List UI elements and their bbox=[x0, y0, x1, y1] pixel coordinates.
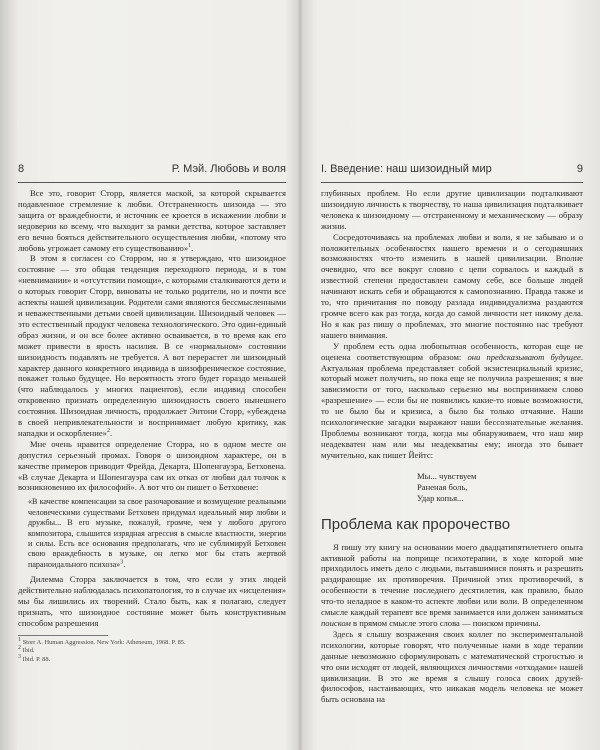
paragraph: Дилемма Сторра заключается в том, что если у этих людей действительно наблюдалась психопатология, то в случае их «исцеления» мы бы лишились их творений. Стало быть, как я полагаю, следует признать, что шизоидное состояние может быть конструктивным способом разрешения bbox=[18, 574, 286, 628]
paragraph: Все это, говорит Сторр, является маской, за которой скрывается подавленное стремление к любви. Отстраненность шизоида — это защита от враждебности, и источник ее кроется в искажении любви и недоверии ко всему, что выходит за рамки детства, которое заставляет его вечно бояться действительного осуществления любви, «потому что любовь угрожает самому его существованию»$^1$. bbox=[18, 188, 286, 253]
emphasis: они предсказывают будущее bbox=[467, 351, 581, 362]
left-page-body bbox=[18, 188, 286, 664]
paragraph: У проблем есть одна любопытная особенность, которая еще не оценена соответствующим образом: они предсказывают будущее. Актуальная проблема представляет собой экзистенциальный кризис, который может получить, но пока еще не получила разрешения; я вне зависимости от того, насколько серьезно мы воспринимаем слово «разрешение» — если бы не появились какие-то новые возможности, то не было бы и кризиса, а было бы только отчаяние. Наши психологические загадки выражают наши бессознательные желания. Проблемы возникают тогда, когда мы обнаруживаем, что наш мир неадекватен нам или мы неадекватны ему; иногда это бывает мучительно, как пишет Йейтс: bbox=[321, 340, 583, 460]
running-head-right: I. Введение: наш шизоидный мир bbox=[321, 163, 492, 175]
paragraph: глубинных проблем. Но если другие цивилизации подталкивают шизоидную личность к творчеству, то наша цивилизация подталкивает человека к шизоидному — отстраненному и механическому — образу жизни. bbox=[321, 188, 583, 231]
emphasis: поиском bbox=[321, 618, 351, 628]
running-head-left: Р. Мэй. Любовь и воля bbox=[171, 163, 286, 175]
poem-line: Удар копья... bbox=[417, 492, 464, 503]
page-number-left: 8 bbox=[18, 163, 25, 175]
paragraph: Я пишу эту книгу на основании моего двадцатипятилетнего опыта активной работы на поприще психотерапии, в ходе которой мне приходилось иметь дело с людьми, пытавшимися понять и разрешить раздирающие их противоречия. Причиной этих противоречий, в особенности в течение последнего десятилетия, как правило, было что-то неладное в каком-то аспекте любви или воли. В определенном смысле каждый терапевт все время занимается или должен заниматься поиском в прямом смысле этого слова — поиском причины. bbox=[321, 541, 583, 628]
paragraph: В этом я согласен со Сторром, но я утверждаю, что шизоидное состояние — это общая тенденция переходного периода, и в том «невнимании» и «отсутствии помощи», с которыми сталкиваются дети и о которых говорит Сторр, виноваты не только родители, но и почти все аспекты нашей цивилизации. Родители сами являются бессмысленными и неважественными детьми своей цивилизации. Шизоидный человек — это естественный продукт человека технологического. Это один-единый образ жизни, и он все более активно осваивается, в то время как его может привести в ярость насилия. В се «нормальном» состоянии шизоидность подавлять не требуется. А вот перерастет ли шизоидный характер данного конкретного индивида в шизофреническое состояние, покажет только будущее. Но вероятность этого будет гораздо меньшей (что наблюдалось у многих пациентов), если индивид способен откровенно признать определенную шизоидность своего нынешнего состояния. Шизоидная личность, продолжает Энтони Сторр, «убеждена в своей непривлекательности и воспринимает любую критику, как нападки и оскорбление»$^2$. bbox=[18, 253, 286, 438]
paragraph: Мне очень нравится определение Сторра, но в одном месте он допустил серьезный промах. Говоря о шизоидном характере, он в качестве примеров приводит Фрейда, Декарта, Шопенгауэра, Бетховена. «В случае Декарта и Шопенгауэра сам их отказ от любви дал толчок к возникновению их философий». А вот что он пишет о Бетховене: bbox=[18, 438, 286, 493]
footnote: 1 Storr A. Human Aggression. New York: Atheneum, 1968. P. 85. bbox=[18, 636, 186, 646]
page-number-right: 9 bbox=[576, 163, 583, 175]
footnote-ref: 2 bbox=[106, 428, 110, 435]
section-title: Проблема как пророчество bbox=[321, 515, 511, 533]
footnote: 3 Ibid. P. 88. bbox=[18, 653, 51, 663]
paragraph: Сосредоточиваясь на проблемах любви и воли, я не забываю и о положительных особенностях нашего времени и о сегодняшних возможностях что-то изменить в нашей цивилизации. Вполне очевидно, что все вокруг словно с цепи сорвалось и каждый в известной степени предоставлен самому себе, все больше людей начинают искать себя и обращаются к самопознанию. Правда также и то, что причитания по поводу разлада индивидуализма раздаются громче всего как раз тогда, когда до самой личности нет никому дела. Но я как раз пишу о проблемах, это многие постоянно нас требуют нашего внимания. bbox=[321, 231, 583, 340]
paragraph: Здесь я слышу возражения своих коллег по экспериментальной психологии, которые говорят, что полученные нами в ходе терапии данные невозможно сформулировать с математической строгостью и что они исходят от людей, являющихся личностями «отходами» нашей цивилизации. В это же время я слышу голоса своих друзей-философов, настаивающих, что никакая модель человека не может быть основана на bbox=[321, 628, 583, 705]
footnote-ref: 3 bbox=[120, 559, 124, 566]
footnote-divider bbox=[18, 635, 108, 636]
left-page bbox=[0, 0, 299, 750]
poem-line: Раненая боль, bbox=[417, 481, 468, 492]
right-page-body bbox=[321, 188, 583, 705]
right-page bbox=[301, 0, 600, 750]
block-quote: «В качестве компенсации за свое разочарование и возмущение реальными человеческими существами Бетховен придумал идеальный мир любви и дружбы... В его музыке, пожалуй, громче, чем у любого другого композитора, слышится изрядная агрессия в смысле властности, энергии и силы. Есть все основания предполагать, что не сублимируй Бетховен свою враждебность в музыке, он легко мог бы стать жертвой параноидального психоза»$^3$. bbox=[28, 497, 286, 569]
poem-quote bbox=[417, 471, 583, 504]
left-page-header bbox=[18, 160, 286, 183]
footnote-ref: 1 bbox=[188, 242, 192, 249]
right-page-header bbox=[321, 160, 583, 183]
footnote: 2 Ibid. bbox=[18, 645, 35, 655]
poem-line: Мы... чувствуем bbox=[417, 470, 477, 481]
